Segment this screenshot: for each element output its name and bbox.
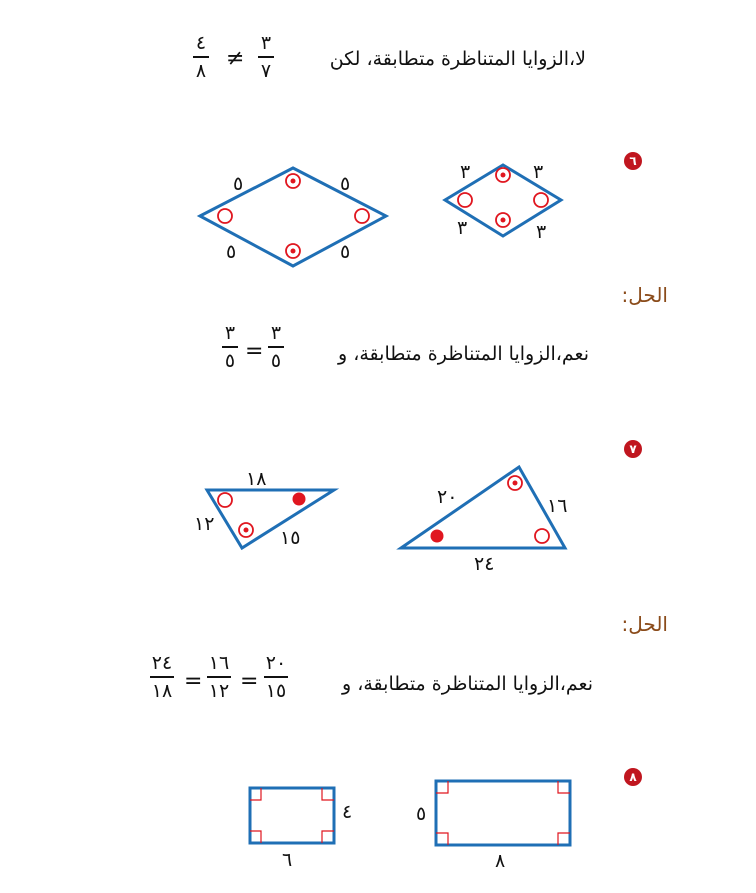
q7-small-label-hypotenuse: ١٥ bbox=[280, 527, 301, 549]
q8-small-label-side: ٤ bbox=[342, 801, 353, 823]
q6-large-label-top-left: ٥ bbox=[233, 173, 244, 195]
fraction-numerator: ٣ bbox=[260, 32, 272, 54]
q6-large-label-top-right: ٥ bbox=[340, 173, 351, 195]
q7-fraction-2 bbox=[207, 652, 231, 702]
q6-small-label-bottom-right: ٣ bbox=[536, 221, 547, 243]
q6-large-label-bottom-left: ٥ bbox=[226, 241, 237, 263]
q7-large-label-right: ١٦ bbox=[547, 495, 568, 517]
fraction-numerator: ٤ bbox=[195, 32, 207, 54]
equals-sign: = bbox=[245, 339, 264, 364]
q6-small-label-top-right: ٣ bbox=[533, 161, 544, 183]
q6-fraction-2 bbox=[222, 322, 238, 372]
fraction-denominator: ٥ bbox=[270, 350, 282, 372]
q7-small-label-left: ١٢ bbox=[194, 513, 215, 535]
fraction-numerator: ٢٤ bbox=[151, 652, 173, 674]
equals-sign: = bbox=[184, 669, 203, 694]
fraction-denominator: ٨ bbox=[195, 60, 207, 82]
q7-large-label-hypotenuse: ٢٠ bbox=[437, 486, 458, 508]
equals-sign: = bbox=[240, 669, 259, 694]
q6-fraction-1 bbox=[268, 322, 284, 372]
q7-solution-label: الحل: bbox=[621, 612, 668, 636]
q7-large-label-bottom: ٢٤ bbox=[474, 553, 495, 575]
q8-small-label-bottom: ٦ bbox=[282, 849, 293, 871]
q7-small-label-top: ١٨ bbox=[246, 468, 267, 490]
fraction-denominator: ١٥ bbox=[265, 680, 287, 702]
q8-large-rectangle bbox=[416, 781, 570, 872]
q7-fraction-1 bbox=[264, 652, 288, 702]
q6-small-label-bottom-left: ٣ bbox=[457, 217, 468, 239]
q7-small-triangle bbox=[194, 468, 334, 549]
q8-large-label-side: ٥ bbox=[416, 803, 427, 825]
fraction-numerator: ٣ bbox=[224, 322, 236, 344]
fraction-denominator: ١٨ bbox=[151, 680, 173, 702]
not-equal-sign: ≠ bbox=[226, 46, 245, 71]
q7-answer-text: نعم،الزوايا المتناظرة متطابقة، و bbox=[342, 673, 593, 695]
q8-small-rectangle bbox=[250, 788, 352, 871]
q6-answer-text: نعم،الزوايا المتناظرة متطابقة، و bbox=[338, 343, 589, 365]
fraction-numerator: ٣ bbox=[270, 322, 282, 344]
q6-small-label-top-left: ٣ bbox=[460, 161, 471, 183]
q7-large-triangle bbox=[401, 467, 567, 575]
fraction-denominator: ٧ bbox=[260, 60, 272, 82]
question-number-7: ٧ bbox=[624, 440, 642, 458]
q6-small-rhombus bbox=[445, 161, 561, 243]
question-number-6: ٦ bbox=[624, 152, 642, 170]
top-statement: لا،الزوايا المتناظرة متطابقة، لكن bbox=[329, 48, 586, 70]
fraction-numerator: ٢٠ bbox=[265, 652, 287, 674]
fraction-numerator: ١٦ bbox=[208, 652, 230, 674]
q7-fraction-3 bbox=[150, 652, 174, 702]
q6-large-rhombus bbox=[200, 168, 386, 266]
q6-solution-label: الحل: bbox=[621, 283, 668, 307]
fraction-denominator: ٥ bbox=[224, 350, 236, 372]
q8-large-label-bottom: ٨ bbox=[495, 850, 506, 872]
question-number-8: ٨ bbox=[624, 768, 642, 786]
q6-large-label-bottom-right: ٥ bbox=[340, 241, 351, 263]
fraction-denominator: ١٢ bbox=[208, 680, 230, 702]
